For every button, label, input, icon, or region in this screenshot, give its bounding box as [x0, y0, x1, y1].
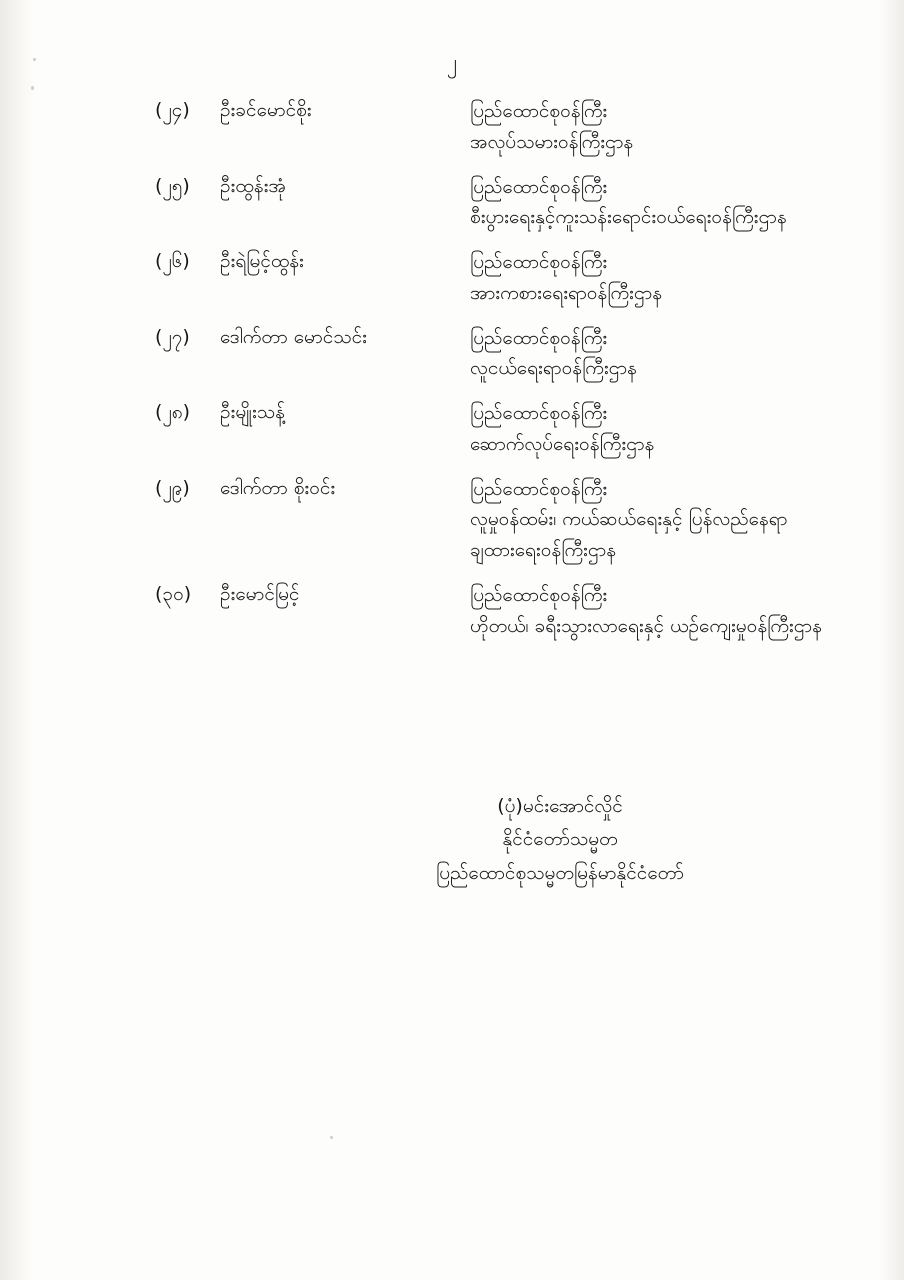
- list-item: [0, 247, 904, 309]
- office-line: ပြည်ထောင်စုဝန်ကြီး: [470, 251, 608, 274]
- list-item-office: [470, 474, 904, 566]
- list-item-name: ဒေါက်တာ မောင်သင်း: [220, 325, 367, 348]
- office-line: ပြည်ထောင်စုဝန်ကြီး: [470, 402, 608, 425]
- list-item-office: [470, 398, 904, 460]
- page-number: ၂: [446, 50, 458, 74]
- list-item-name: ဦးမောင်မြင့်: [220, 582, 300, 605]
- list-item-office: [470, 580, 904, 642]
- list-item-number: (၂၈): [155, 401, 191, 424]
- list-item-name: ဦးရဲမြင့်ထွန်း: [220, 250, 304, 273]
- scan-speck: [330, 1136, 333, 1139]
- list-item-number: (၂၅): [155, 174, 190, 197]
- signature-block: [300, 790, 820, 890]
- office-line: ဆောက်လုပ်ရေးဝန်ကြီးဌာန: [470, 432, 655, 455]
- office-line: လူငယ်ရေးရာဝန်ကြီးဌာန: [470, 357, 637, 380]
- list-item: [0, 474, 904, 566]
- list-item-office: [470, 247, 904, 309]
- list-item-name: ဦးမျိုးသန့်: [220, 401, 285, 424]
- signatory-title: နိုင်ငံတော်သမ္မတ: [502, 828, 618, 851]
- office-line: စီးပွားရေးနှင့်ကူးသန်းရောင်းဝယ်ရေးဝန်ကြီးဌာန: [470, 206, 787, 229]
- list-item-name: ဦးခင်မောင်စိုး: [220, 99, 312, 121]
- office-line: ပြည်ထောင်စုဝန်ကြီး: [470, 175, 608, 198]
- signatory-state: ပြည်ထောင်စုသမ္မတမြန်မာနိုင်ငံတော်: [436, 861, 684, 884]
- list-item: [0, 398, 904, 460]
- office-line: ဟိုတယ်၊ ခရီးသွားလာရေးနှင့် ယဉ်ကျေးမှုဝန်ကြီးဌာန: [470, 614, 822, 637]
- scan-speck: [31, 86, 34, 90]
- office-line: ချထားရေးဝန်ကြီးဌာန: [470, 539, 617, 562]
- office-line: ပြည်ထောင်စုဝန်ကြီး: [470, 477, 608, 500]
- office-line: ပြည်ထောင်စုဝန်ကြီး: [470, 583, 608, 606]
- list-item-number: (၂၆): [155, 250, 190, 273]
- office-line: ပြည်ထောင်စုဝန်ကြီး: [470, 100, 608, 122]
- signatory-name: (ပုံ)မင်းအောင်လှိုင်: [497, 795, 623, 817]
- list-item-number: (၂၄): [155, 99, 190, 121]
- office-line: အားကစားရေးရာဝန်ကြီးဌာန: [470, 281, 663, 304]
- list-item-number: (၃၀): [155, 582, 192, 605]
- list-item-office: [470, 323, 904, 385]
- list-item-office: [470, 96, 904, 158]
- office-line: ပြည်ထောင်စုဝန်ကြီး: [470, 326, 608, 349]
- list-item: [0, 96, 904, 158]
- minister-list: [0, 96, 904, 655]
- office-line: အလုပ်သမားဝန်ကြီးဌာန: [470, 130, 634, 153]
- list-item: [0, 323, 904, 385]
- list-item-number: (၂၇): [155, 325, 190, 348]
- list-item: [0, 580, 904, 642]
- list-item-office: [470, 172, 904, 234]
- list-item-name: ဦးထွန်းအုံ: [220, 174, 286, 197]
- list-item-name: ဒေါက်တာ စိုးဝင်း: [220, 476, 336, 499]
- list-item-number: (၂၉): [155, 476, 190, 499]
- list-item: [0, 172, 904, 234]
- office-line: လူမှုဝန်ထမ်း၊ ကယ်ဆယ်ရေးနှင့် ပြန်လည်နေရာ: [470, 508, 788, 531]
